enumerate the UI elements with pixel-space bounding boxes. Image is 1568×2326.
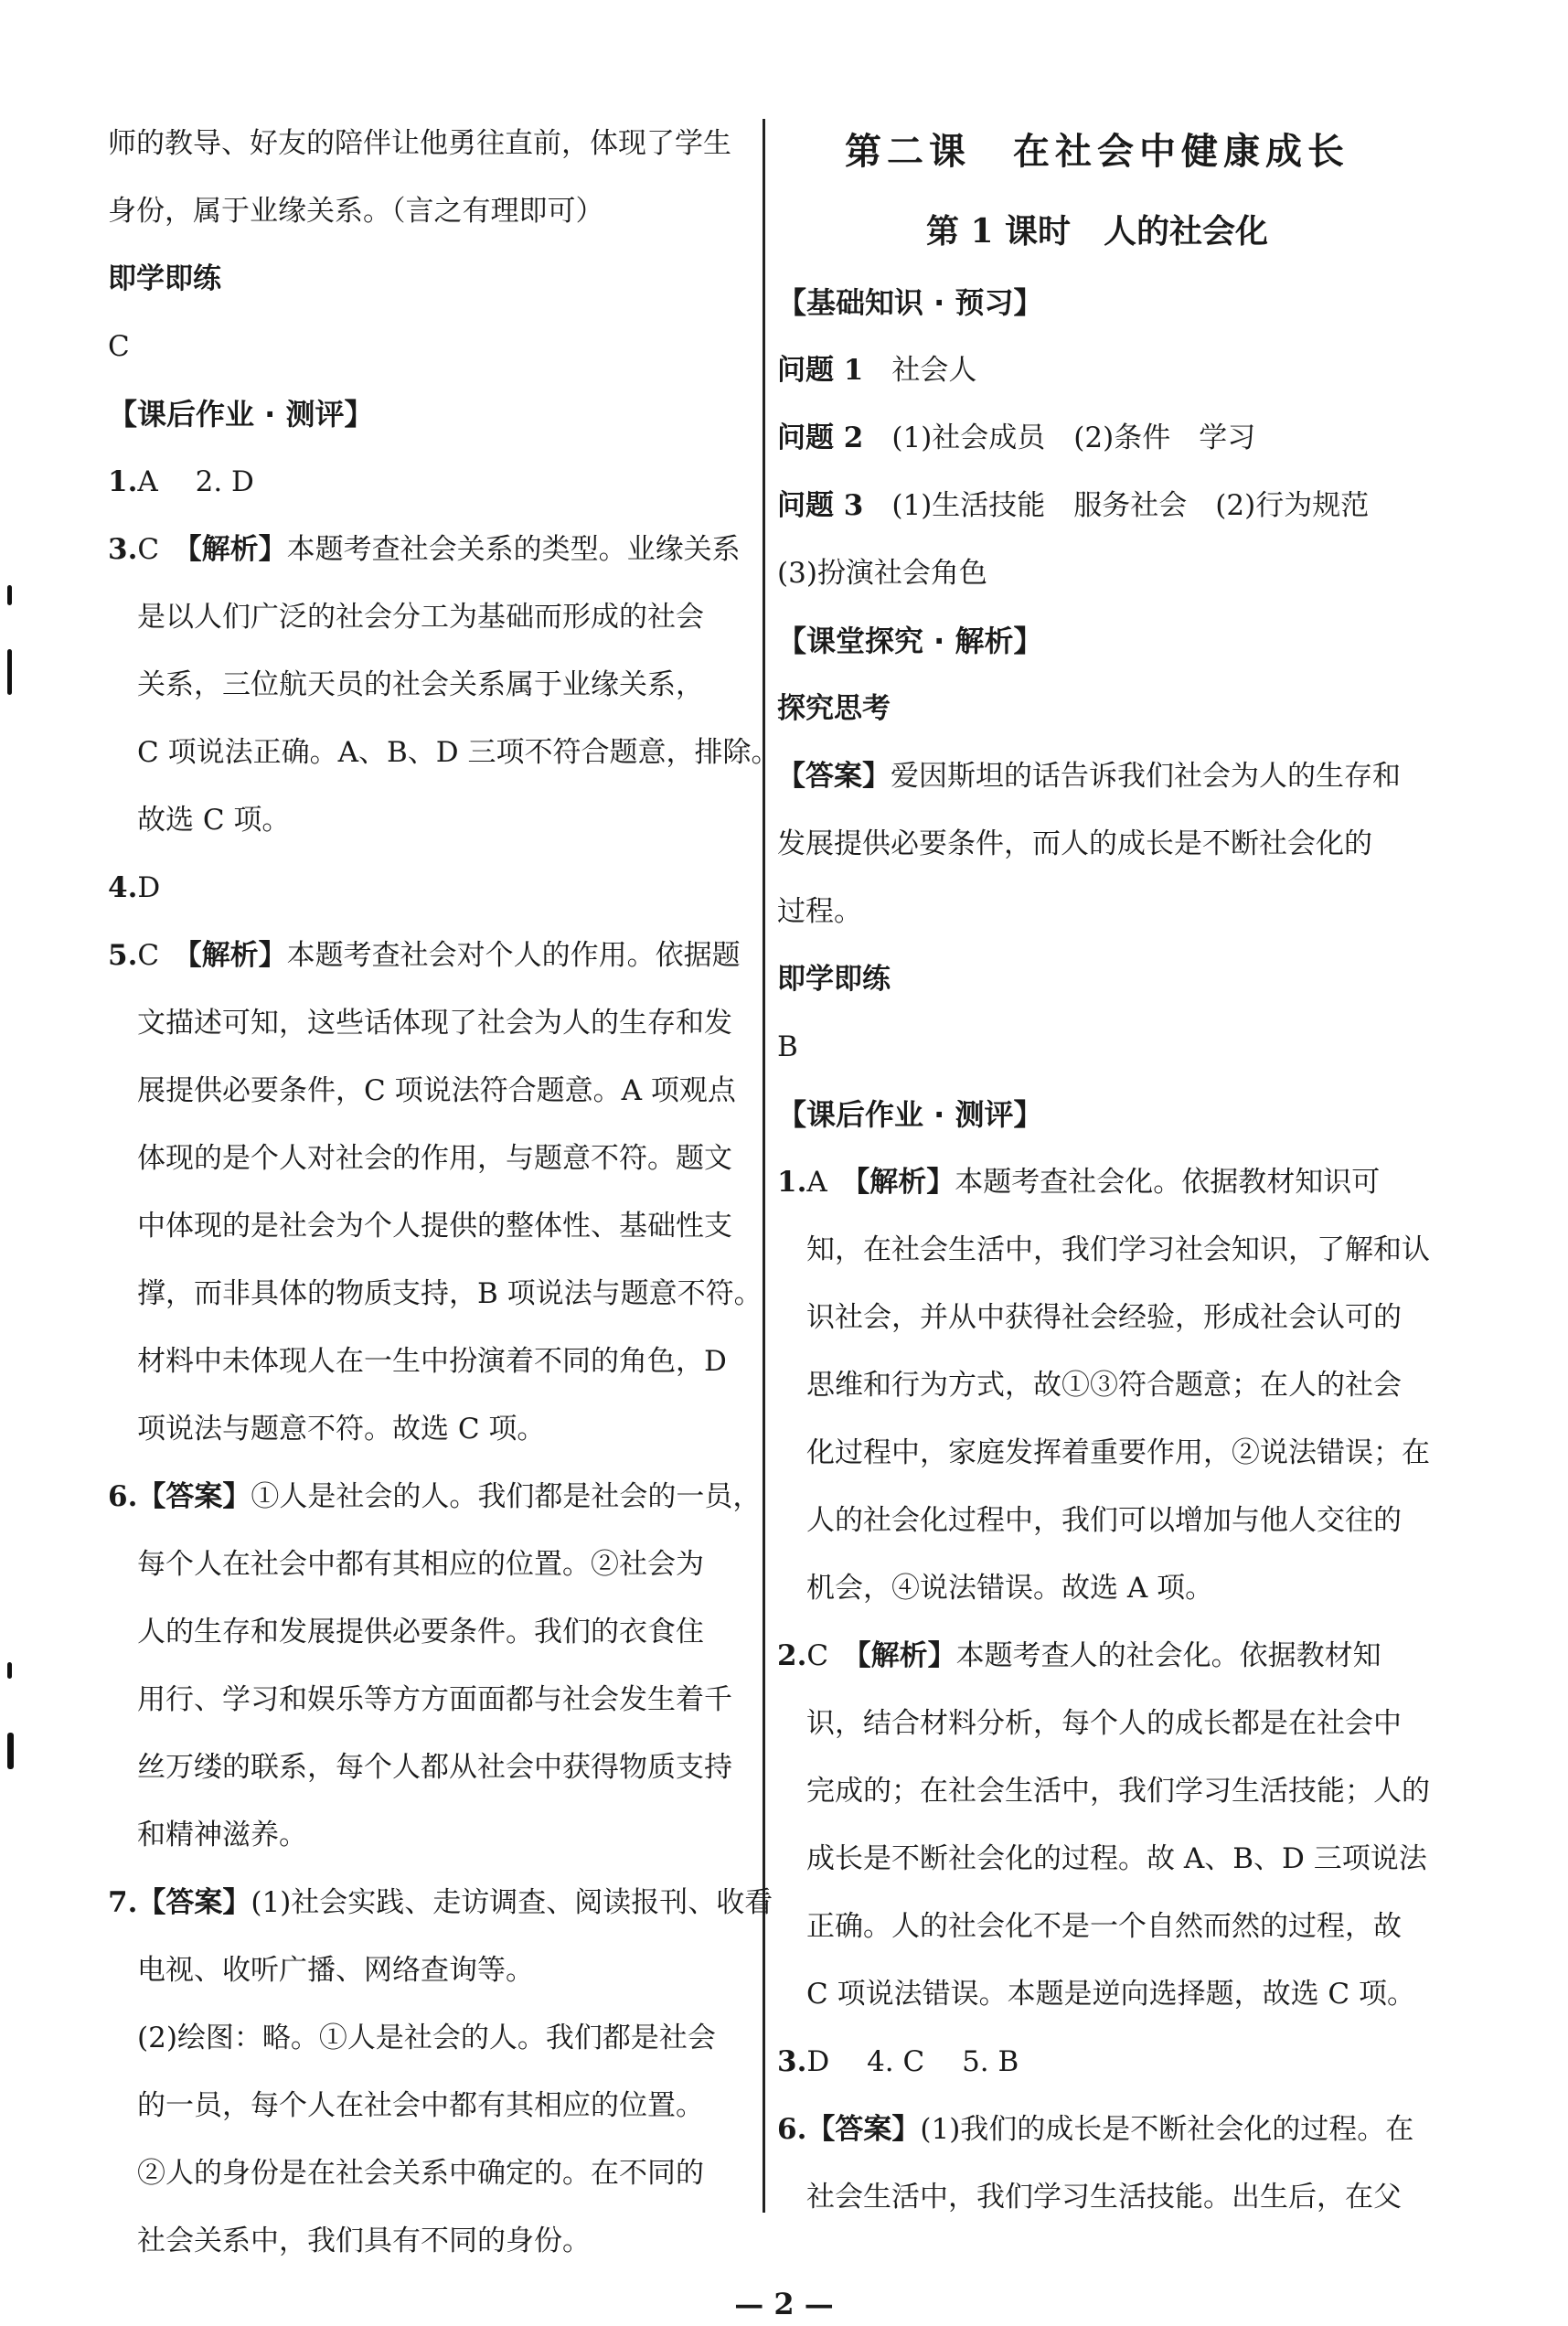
answer-item (108, 516, 748, 583)
item-number: 5. (108, 939, 138, 972)
answer-continuation: 是以人们广泛的社会分工为基础而形成的社会 (137, 601, 704, 634)
answer-continuation: 故选 C 项。 (137, 804, 291, 837)
answer-continuation: 展提供必要条件，C 项说法符合题意。A 项观点 (137, 1074, 736, 1107)
item-number: 6. (108, 1480, 138, 1513)
left-column (108, 110, 780, 2275)
item-answer: C (806, 1639, 858, 1672)
answer-continuation: 的一员，每个人在社会中都有其相应的位置。 (137, 2089, 704, 2122)
section-heading: 【基础知识 · 预习】 (777, 285, 1043, 320)
answer-item (777, 1622, 1417, 1690)
answer-item (108, 1463, 762, 1531)
answer-continuation: C 项说法错误。本题是逆向选择题，故选 C 项。 (806, 1978, 1415, 2011)
answer-continuation: 材料中未体现人在一生中扮演着不同的角色，D (137, 1345, 727, 1378)
text-line: (3)扮演社会角色 (777, 557, 987, 590)
answer-item (108, 854, 748, 922)
item-number: 问题 3 (777, 489, 864, 522)
answer-item (777, 336, 1417, 404)
item-tag: 【答案】 (777, 760, 891, 793)
item-answer: (1)生活技能 服务社会 (2)行为规范 (863, 489, 1370, 522)
item-tag: 【解析】 (187, 533, 287, 566)
item-answer: A (806, 1166, 856, 1199)
item-text: 本题考查社会对个人的作用。依据题 (286, 939, 741, 972)
answer-continuation: 知，在社会生活中，我们学习社会知识，了解和认 (806, 1233, 1430, 1266)
sub-heading: 即学即练 (108, 262, 221, 295)
item-text: (1)社会实践、走访调查、阅读报刊、收看 (251, 1886, 773, 1919)
text-line: B (777, 1030, 798, 1063)
item-text: 爱因斯坦的话告诉我们社会为人的生存和 (891, 760, 1401, 793)
item-number: 7. (108, 1886, 138, 1919)
answer-continuation: 丝万缕的联系，每个人都从社会中获得物质支持 (137, 1751, 732, 1784)
item-text: (1)我们的成长是不断社会化的过程。在 (920, 2113, 1414, 2146)
item-answer: D (137, 871, 161, 904)
item-number: 6. (777, 2113, 807, 2146)
item-answer: A 2. D (137, 465, 254, 498)
item-tag: 【解析】 (187, 939, 287, 972)
answer-continuation: 化过程中，家庭发挥着重要作用，②说法错误；在 (806, 1436, 1430, 1469)
item-answer: C (137, 533, 188, 566)
item-number: 3. (777, 2045, 807, 2078)
item-number: 3. (108, 533, 138, 566)
answer-item (108, 922, 748, 989)
item-number: 4. (108, 871, 138, 904)
answer-continuation: ②人的身份是在社会关系中确定的。在不同的 (137, 2157, 704, 2190)
answer-continuation: C 项说法正确。A、B、D 三项不符合题意，排除。 (137, 736, 780, 769)
scan-mark (7, 1662, 12, 1679)
page-number: — 2 — (734, 2287, 834, 2321)
answer-continuation: 人的社会化过程中，我们可以增加与他人交往的 (806, 1504, 1402, 1537)
answer-continuation: 识，结合材料分析，每个人的成长都是在社会中 (806, 1707, 1402, 1740)
answer-continuation: 项说法与题意不符。故选 C 项。 (137, 1413, 546, 1446)
right-column (777, 110, 1430, 2231)
item-tag: 【答案】 (137, 1886, 251, 1919)
item-tag: 【答案】 (137, 1480, 251, 1513)
answer-item (777, 2096, 1417, 2163)
item-answer: (1)社会成员 (2)条件 学习 (863, 421, 1256, 454)
answer-continuation: 中体现的是社会为个人提供的整体性、基础性支 (137, 1210, 732, 1243)
item-text: ①人是社会的人。我们都是社会的一员， (251, 1480, 762, 1513)
item-answer: D 4. C 5. B (806, 2045, 1019, 2078)
sub-heading: 即学即练 (777, 963, 891, 996)
item-tag: 【解析】 (857, 1639, 956, 1672)
item-number: 问题 2 (777, 421, 864, 454)
item-text: 本题考查人的社会化。依据教材知 (955, 1639, 1381, 1672)
sub-heading: 探究思考 (777, 692, 891, 725)
item-number: 1. (108, 465, 138, 498)
answer-continuation: 思维和行为方式，故①③符合题意；在人的社会 (806, 1369, 1402, 1402)
answer-continuation: 电视、收听广播、网络查询等。 (137, 1954, 534, 1987)
answer-continuation: 文描述可知，这些话体现了社会为人的生存和发 (137, 1007, 732, 1040)
answer-item (777, 472, 1417, 539)
answer-continuation: 完成的；在社会生活中，我们学习生活技能；人的 (806, 1775, 1430, 1808)
answer-continuation: 识社会，并从中获得社会经验，形成社会认可的 (806, 1301, 1402, 1334)
answer-continuation: 撑，而非具体的物质支持，B 项说法与题意不符。 (137, 1277, 763, 1310)
section-heading: 【课后作业 · 测评】 (108, 397, 374, 432)
text-line: C (108, 330, 130, 363)
answer-continuation: 社会关系中，我们具有不同的身份。 (137, 2225, 591, 2257)
item-answer: C (137, 939, 188, 972)
scan-mark (7, 1733, 14, 1769)
answer-item (108, 1869, 773, 1937)
answer-continuation: 体现的是个人对社会的作用，与题意不符。题文 (137, 1142, 732, 1175)
item-number: 2. (777, 1639, 807, 1672)
answer-continuation: 和精神滋养。 (137, 1819, 307, 1851)
item-number: 1. (777, 1166, 807, 1199)
text-line: 过程。 (777, 895, 862, 928)
answer-item (777, 2028, 1417, 2096)
text-line: 师的教导、好友的陪伴让他勇往直前，体现了学生 (108, 127, 731, 160)
item-text: 本题考查社会关系的类型。业缘关系 (286, 533, 741, 566)
answer-item (777, 404, 1417, 472)
answer-continuation: (2)绘图：略。①人是社会的人。我们都是社会 (137, 2022, 716, 2054)
scan-mark (7, 585, 12, 605)
section-heading: 【课堂探究 · 解析】 (777, 624, 1043, 658)
item-tag: 【答案】 (806, 2113, 921, 2146)
item-text: 本题考查社会化。依据教材知识可 (955, 1166, 1381, 1199)
answer-continuation: 机会，④说法错误。故选 A 项。 (806, 1572, 1214, 1605)
item-answer: 社会人 (863, 354, 977, 387)
answer-continuation: 成长是不断社会化的过程。故 A、B、D 三项说法 (806, 1842, 1427, 1875)
answer-continuation: 用行、学习和娱乐等方方面面都与社会发生着千 (137, 1683, 732, 1716)
answer-item (777, 742, 1417, 810)
text-line: 身份，属于业缘关系。（言之有理即可） (108, 195, 604, 228)
item-tag: 【解析】 (855, 1166, 955, 1199)
answer-continuation: 人的生存和发展提供必要条件。我们的衣食住 (137, 1616, 704, 1648)
answer-item (108, 448, 748, 516)
answer-continuation: 每个人在社会中都有其相应的位置。②社会为 (137, 1548, 704, 1581)
lesson-title: 第二课 在社会中健康成长 (845, 130, 1349, 173)
answer-continuation: 关系，三位航天员的社会关系属于业缘关系， (137, 668, 704, 701)
answer-continuation: 社会生活中，我们学习生活技能。出生后，在父 (806, 2181, 1402, 2214)
section-heading: 【课后作业 · 测评】 (777, 1097, 1043, 1132)
period-title: 第 1 课时 人的社会化 (925, 212, 1269, 251)
answer-item (777, 1148, 1417, 1216)
scan-mark (7, 649, 12, 695)
item-number: 问题 1 (777, 354, 864, 387)
answer-continuation: 正确。人的社会化不是一个自然而然的过程，故 (806, 1910, 1402, 1943)
text-line: 发展提供必要条件，而人的成长是不断社会化的 (777, 827, 1372, 860)
